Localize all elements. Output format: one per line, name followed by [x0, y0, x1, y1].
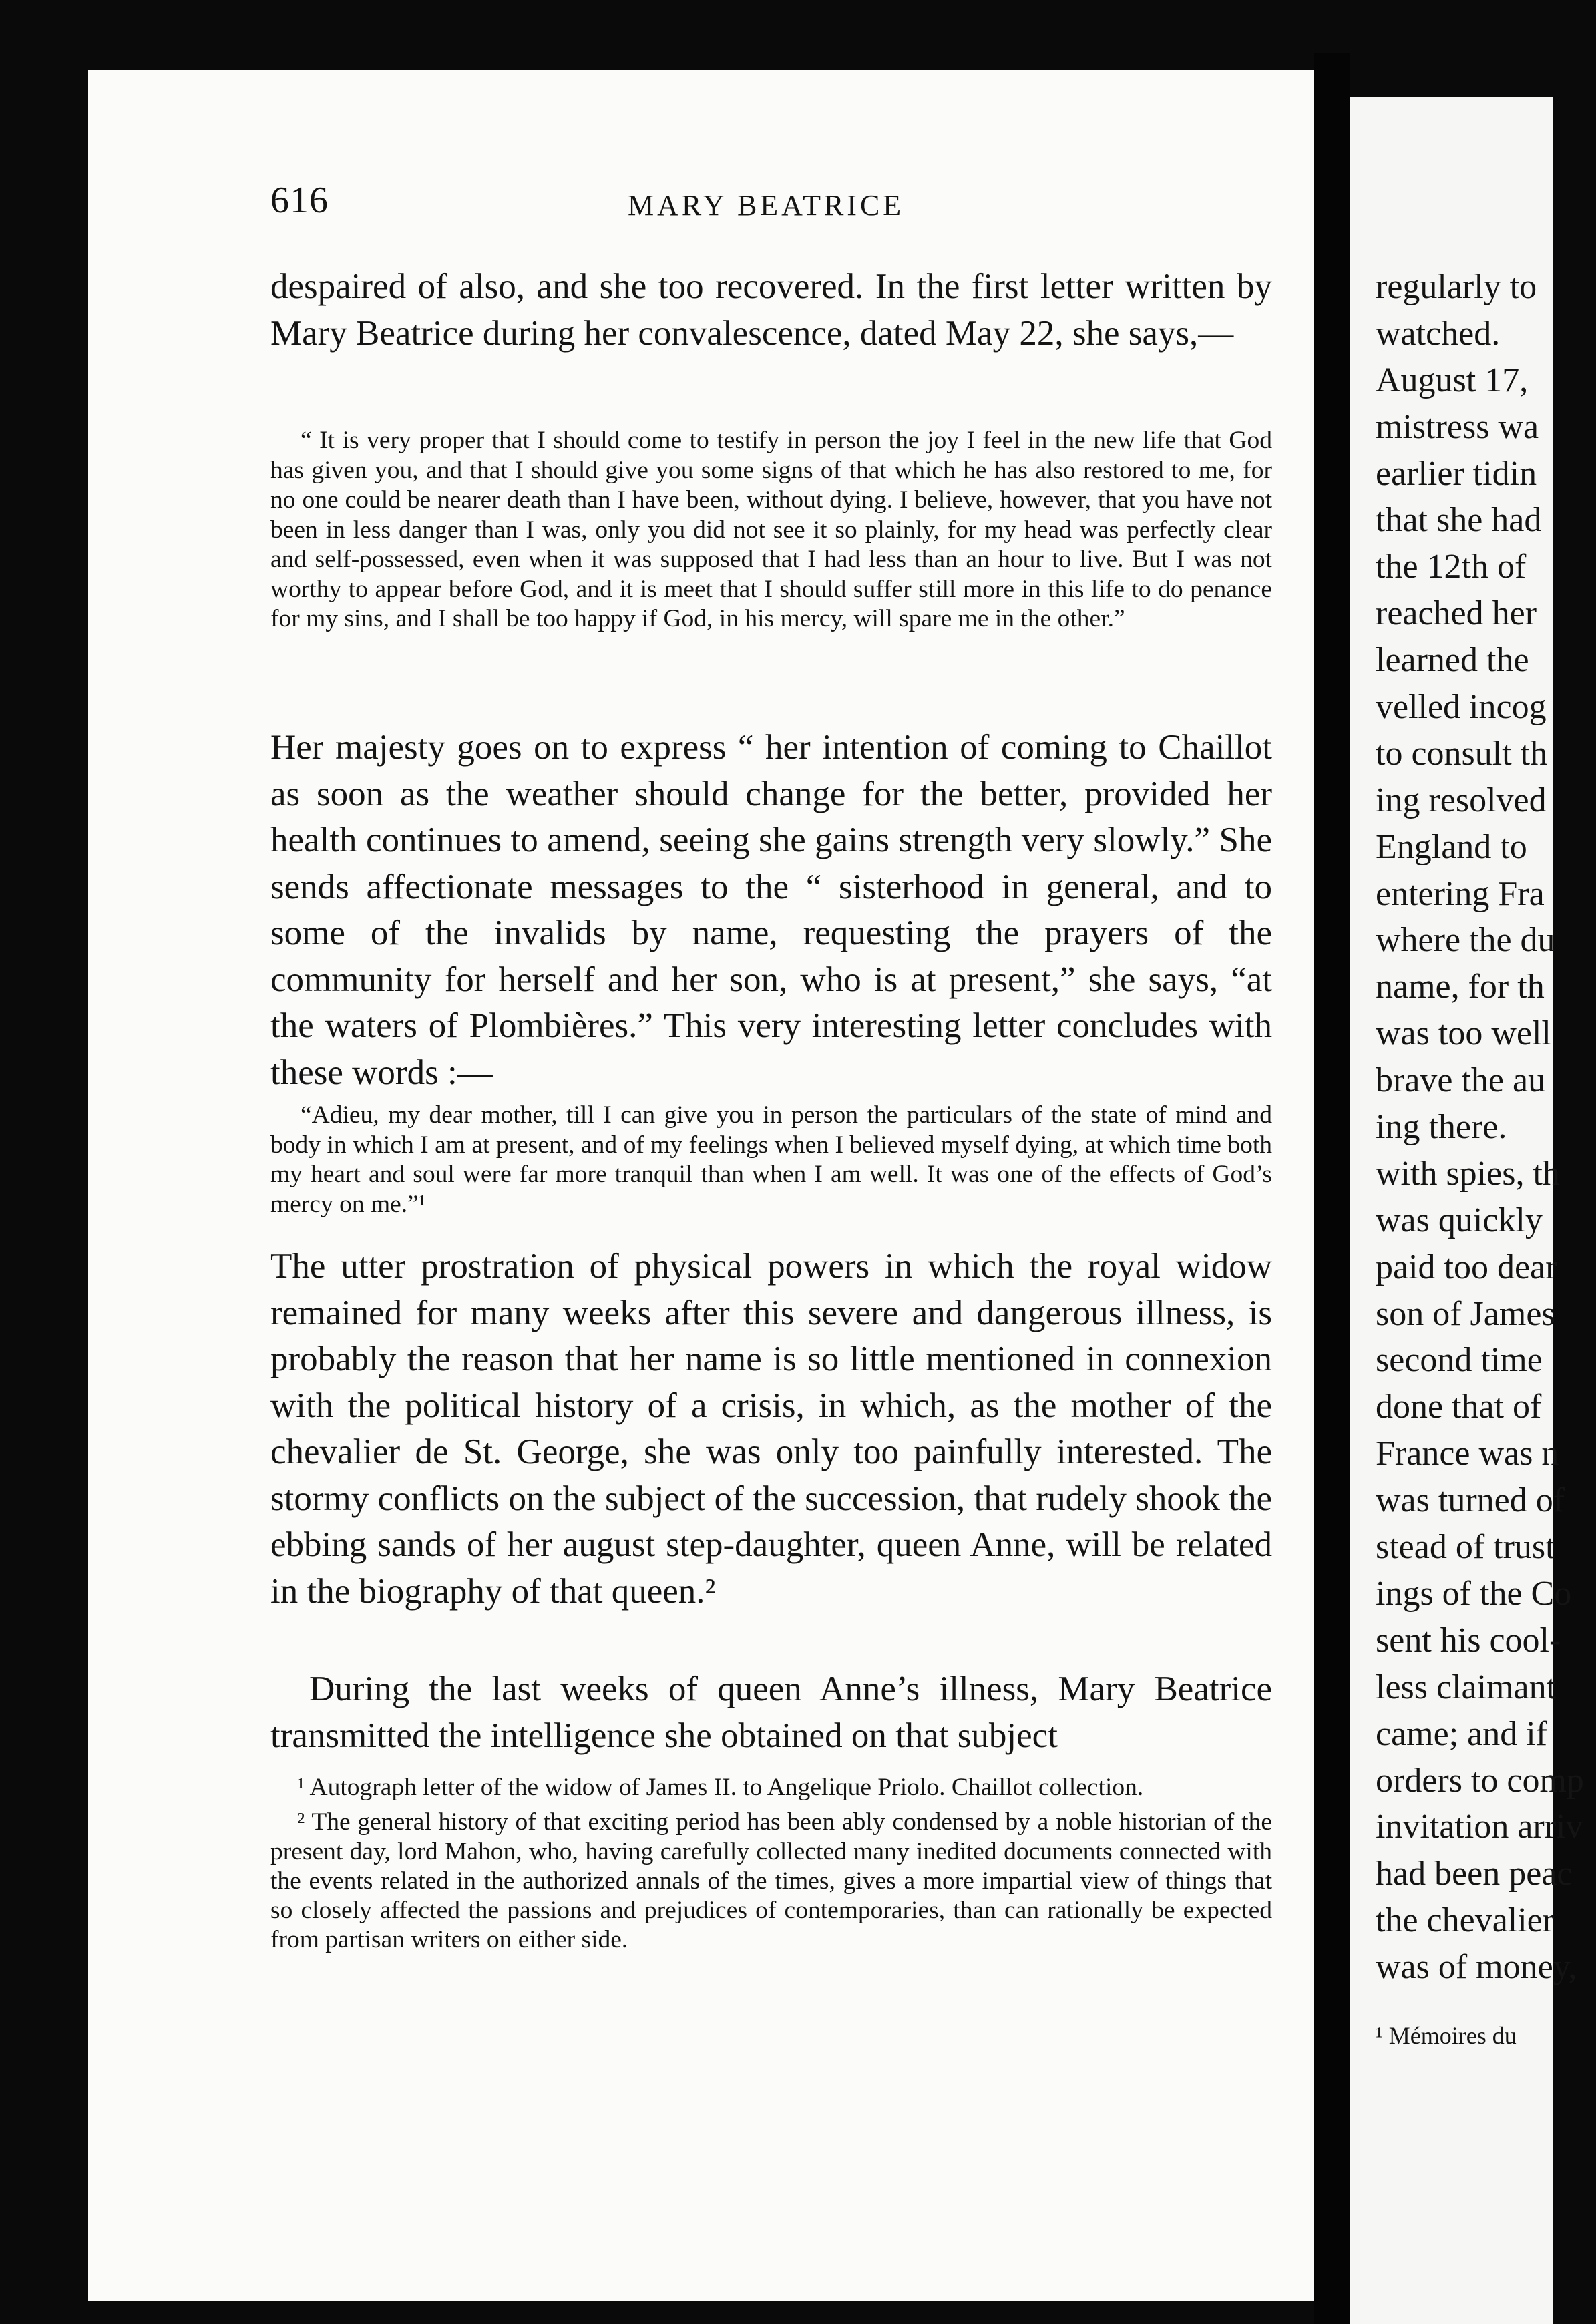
- right-line: paid too dear: [1376, 1247, 1557, 1286]
- right-line: August 17,: [1376, 361, 1529, 399]
- right-line: reached her: [1376, 594, 1537, 633]
- right-line: the 12th of: [1376, 548, 1527, 586]
- right-line: velled incog: [1376, 688, 1547, 727]
- right-line: ings of the Co: [1376, 1574, 1572, 1613]
- quote-1: [270, 426, 1272, 634]
- right-line: son of James: [1376, 1294, 1555, 1333]
- footnotes: [270, 1773, 1272, 1955]
- right-line: regularly to: [1376, 268, 1537, 306]
- right-footnote: ¹ Mémoires du: [1376, 2022, 1517, 2049]
- right-line: was quickly: [1376, 1201, 1543, 1239]
- right-line: stead of trust: [1376, 1528, 1555, 1567]
- right-line: with spies, th: [1376, 1154, 1560, 1193]
- right-line: invitation arriv: [1376, 1808, 1583, 1847]
- right-line: was turned of: [1376, 1481, 1565, 1520]
- intro-paragraph: [270, 264, 1272, 357]
- intro-text: despaired of also, and she too recovered. In the first letter written by Mary Beatrice during her convalescence, dated May 22, she says,—: [270, 267, 1272, 353]
- right-line: entering Fra: [1376, 874, 1545, 913]
- right-line: came; and if: [1376, 1714, 1547, 1753]
- right-line: learned the: [1376, 641, 1529, 680]
- paragraph-4: [270, 1666, 1272, 1759]
- right-line: where the du: [1376, 921, 1555, 960]
- paragraph-3: [270, 1243, 1272, 1615]
- right-line: England to: [1376, 827, 1527, 866]
- right-line: sent his cool-: [1376, 1621, 1561, 1660]
- right-line: France was n: [1376, 1434, 1559, 1473]
- page-number: 616: [270, 180, 329, 221]
- quote-2-text: “Adieu, my dear mother, till I can give you in person the particulars of the state of mind and body in which I am at present, and of my feelings when I believed myself dying, at which time both my heart and soul were far more tranquil than when I am well. It was one of the effects of God’s mercy on me.”¹: [270, 1101, 1272, 1218]
- book-gutter: [1314, 53, 1350, 2324]
- right-line: to consult th: [1376, 734, 1548, 773]
- paragraph-3-text: The utter prostration of physical powers in which the royal widow remained for many weeks after this severe and dangerous illness, is probably the reason that her name is so little mentioned in connexion with the political history of a crisis, in which, as the mother of the chevalier de St. George, she was only too painfully interested. The stormy conflicts on the subject of the succession, that rudely shook the ebbing sands of her august step-daughter, queen Anne, will be related in the biography of that queen.²: [270, 1247, 1272, 1611]
- footnote-1: ¹ Autograph letter of the widow of James II. to Angelique Priolo. Chaillot collection.: [297, 1774, 1144, 1801]
- right-line: was too well: [1376, 1014, 1551, 1053]
- running-head: MARY BEATRICE: [628, 189, 905, 222]
- right-line: the chevalier: [1376, 1901, 1555, 1940]
- footnote-2: ² The general history of that exciting period has been ably condensed by a noble historian of the present day, lord Mahon, who, having carefully collected many inedited documents connected with the events related in the authorized annals of the times, gives a more impartial view of things that so closely affected the passions and prejudices of contemporaries, than can rationally be expected from partisan writers on either side.: [270, 1808, 1272, 1953]
- right-line: less claimant: [1376, 1668, 1557, 1706]
- right-line: orders to comp: [1376, 1761, 1584, 1800]
- right-page-text: [1376, 264, 1596, 1991]
- quote-2: [270, 1101, 1272, 1219]
- right-line: earlier tidin: [1376, 454, 1537, 493]
- right-line: was of money,: [1376, 1948, 1577, 1987]
- right-line: second time: [1376, 1341, 1543, 1380]
- right-line: watched.: [1376, 314, 1501, 353]
- right-line: that she had: [1376, 501, 1542, 540]
- paragraph-2: [270, 725, 1272, 1096]
- quote-1-text: “ It is very proper that I should come to testify in person the joy I feel in the new life that God has given you, and that I should give you some signs of that which he has also restored to me, for no one could be nearer death than I have been, without dying. I believe, however, that you have not been in less danger than I was, only you did not see it so plainly, for my head was perfectly clear and self-possessed, even when it was supposed that I had less than an hour to live. But I was not worthy to appear before God, and it is meet that I should suffer still more in this life to do penance for my sins, and I shall be too happy if God, in his mercy, will spare me in the other.”: [270, 427, 1272, 632]
- right-line: ing there.: [1376, 1108, 1507, 1147]
- right-line: ing resolved: [1376, 781, 1547, 819]
- right-page: [1350, 97, 1584, 2324]
- paragraph-2-text: Her majesty goes on to express “ her intention of coming to Chaillot as soon as the weather should change for the better, provided her health continues to amend, seeing she gains strength very slowly.” She sends affectionate messages to the “ sisterhood in general, and to some of the invalids by name, requesting the prayers of the community for herself and her son, who is at present,” she says, “at the waters of Plombières.” This very interesting letter concludes with these words :—: [270, 728, 1272, 1092]
- right-line: brave the au: [1376, 1061, 1546, 1100]
- right-line: mistress wa: [1376, 407, 1539, 446]
- paragraph-4-text: During the last weeks of queen Anne’s illness, Mary Beatrice transmitted the intelligence she obtained on that subject: [270, 1670, 1272, 1755]
- right-line: had been peac: [1376, 1855, 1573, 1893]
- right-line: done that of: [1376, 1388, 1542, 1426]
- right-line: name, for th: [1376, 968, 1545, 1006]
